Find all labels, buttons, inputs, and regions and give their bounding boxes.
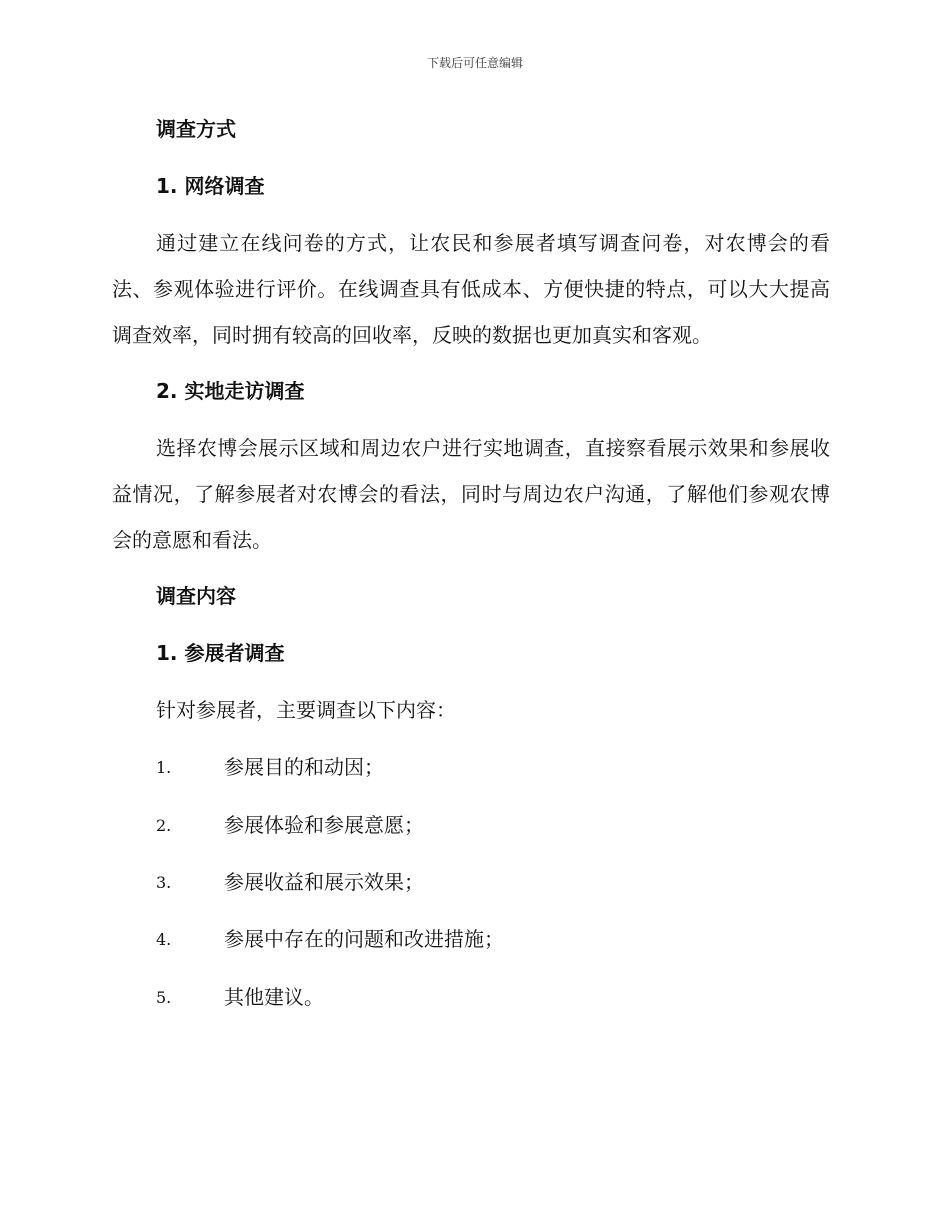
list-number: 3. (156, 873, 172, 892)
list-text: 参展目的和动因； (224, 755, 384, 779)
list-number: 1. (156, 758, 172, 777)
list-item (156, 811, 756, 839)
list-item (156, 925, 756, 953)
paragraph-field-survey: 选择农博会展示区域和周边农户进行实地调查，直接察看展示效果和参展收益情况，了解参展者对农博会的看法，同时与周边农户沟通，了解他们参观农博会的意愿和看法。 (112, 436, 830, 552)
list-text: 参展中存在的问题和改进措施； (224, 927, 504, 951)
list-item (156, 868, 756, 896)
list-item (156, 753, 756, 781)
list-number: 5. (156, 988, 172, 1007)
section-heading-content: 调查内容 (156, 584, 236, 608)
exhibitor-intro: 针对参展者，主要调查以下内容： (156, 698, 456, 722)
subheading-exhibitor-survey: 1. 参展者调查 (156, 641, 285, 665)
list-item (156, 983, 756, 1011)
list-number: 2. (156, 816, 172, 835)
subheading-field-survey: 2. 实地走访调查 (156, 379, 305, 403)
list-text: 参展体验和参展意愿； (224, 813, 424, 837)
paragraph-online-survey: 通过建立在线问卷的方式，让农民和参展者填写调查问卷，对农博会的看法、参观体验进行评价。在线调查具有低成本、方便快捷的特点，可以大大提高调查效率，同时拥有较高的回收率，反映的数据也更加真实和客观。 (112, 231, 830, 347)
subheading-online-survey: 1. 网络调查 (156, 174, 265, 198)
list-text: 参展收益和展示效果； (224, 870, 424, 894)
section-heading-method: 调查方式 (156, 117, 236, 141)
list-number: 4. (156, 930, 172, 949)
page-header: 下载后可任意编辑 (426, 56, 523, 70)
list-text: 其他建议。 (224, 985, 324, 1009)
